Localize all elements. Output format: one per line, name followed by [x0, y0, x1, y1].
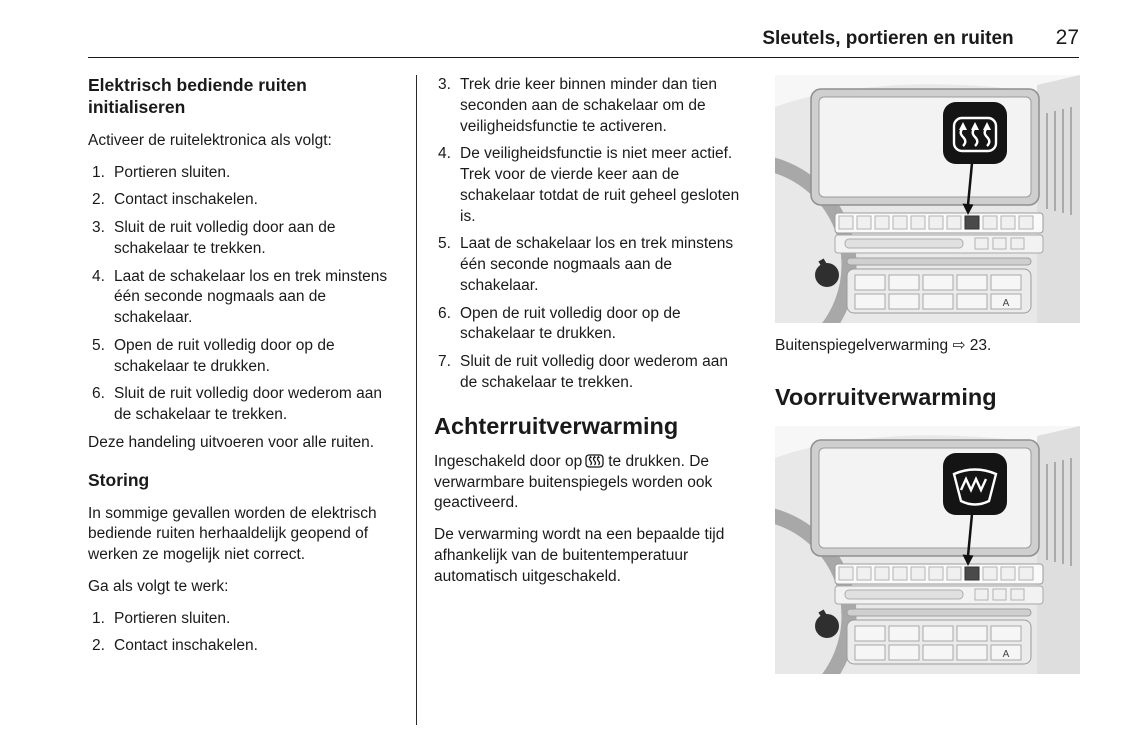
list-item — [88, 218, 403, 260]
step-number: 5. — [92, 336, 105, 354]
step-text: Sluit de ruit volledig door aan de schakelaar te trekken. — [114, 219, 336, 257]
text-before-icon: Ingeschakeld door op — [434, 452, 583, 470]
step-number: 4. — [92, 267, 105, 285]
step-text: Sluit de ruit volledig door wederom aan de schakelaar te trekken. — [114, 385, 382, 424]
list-item — [434, 304, 745, 346]
figure-rear-window-heating — [775, 75, 1080, 323]
step-number: 7. — [438, 353, 451, 371]
dashboard-illustration-rear — [775, 75, 1080, 323]
step-number: 1. — [92, 163, 105, 181]
step-text: Laat de schakelaar los en trek minstens één seconde nogmaals aan de schakelaar. — [114, 267, 388, 327]
note-paragraph: Deze handeling uitvoeren voor alle ruiten. — [88, 433, 375, 451]
steps-list-1 — [88, 163, 403, 426]
column-3 — [775, 75, 1080, 725]
header-rule — [88, 57, 1079, 58]
column-1 — [88, 75, 403, 725]
intro-paragraph: Activeer de ruitelektronica als volgt: — [88, 131, 332, 149]
step-number: 1. — [92, 609, 105, 627]
list-item — [434, 75, 745, 137]
dashboard-illustration-windshield — [775, 426, 1080, 674]
step-text: Open de ruit volledig door op de schakelaar te drukken. — [114, 336, 335, 375]
step-number: 2. — [92, 637, 105, 655]
step-number: 4. — [438, 145, 451, 163]
step-text: Trek drie keer binnen minder dan tien seconden aan de schakelaar om de veiligheidsfunctie te activeren. — [460, 76, 718, 135]
step-number: 2. — [92, 191, 105, 209]
steps-list-continued — [434, 75, 745, 394]
page-number: 27 — [1055, 26, 1079, 49]
step-text: Laat de schakelaar los en trek minstens één seconde nogmaals aan de schakelaar. — [460, 235, 734, 294]
list-item — [88, 163, 403, 184]
step-text: De veiligheidsfunctie is niet meer actief. Trek voor de vierde keer aan de schakelaar totdat de ruit geheel gesloten is. — [460, 145, 740, 225]
steps-list-2 — [88, 609, 403, 658]
content-columns — [88, 75, 1080, 725]
heading-init-windows: Elektrisch bediende ruiten initialiseren — [88, 75, 307, 117]
figure-windshield-heating — [775, 426, 1080, 674]
list-item — [88, 636, 403, 657]
paragraph-with-icon — [434, 452, 745, 514]
page-header — [0, 0, 1123, 50]
step-number: 3. — [438, 76, 451, 93]
step-text: Contact inschakelen. — [114, 191, 258, 209]
heading-windshield-heating: Voorruitverwarming — [775, 383, 997, 410]
step-number: 6. — [92, 385, 105, 403]
column-2 — [416, 75, 745, 725]
list-item — [88, 384, 403, 426]
list-item — [88, 336, 403, 378]
list-item — [88, 190, 403, 211]
step-text: Portieren sluiten. — [114, 163, 231, 181]
step-number: 3. — [92, 219, 105, 237]
text-after-icon: te drukken. De verwarmbare buitenspiegels worden ook geactiveerd. — [434, 452, 713, 512]
rear-window-defrost-icon — [585, 452, 605, 468]
paragraph: In sommige gevallen worden de elektrisch bediende ruiten herhaaldelijk geopend of werken ze mogelijk niet correct. — [88, 504, 377, 564]
list-item — [434, 144, 745, 227]
list-item — [434, 352, 745, 394]
paragraph: Ga als volgt te werk: — [88, 577, 229, 595]
paragraph: De verwarming wordt na een bepaalde tijd afhankelijk van de buitentemperatuur automatisch uitgeschakeld. — [434, 526, 725, 585]
step-number: 6. — [438, 304, 451, 322]
list-item — [434, 234, 745, 296]
step-text: Sluit de ruit volledig door wederom aan de schakelaar te trekken. — [460, 353, 728, 391]
step-number: 5. — [438, 235, 451, 253]
list-item — [88, 609, 403, 630]
mirror-heating-reference: Buitenspiegelverwarming ⇨ 23. — [775, 337, 992, 354]
heading-storing: Storing — [88, 469, 150, 490]
list-item — [88, 267, 403, 329]
chapter-title: Sleutels, portieren en ruiten — [762, 28, 1014, 49]
step-text: Contact inschakelen. — [114, 637, 258, 655]
step-text: Open de ruit volledig door op de schakelaar te drukken. — [460, 304, 681, 343]
heading-rear-window-heating: Achterruitverwarming — [434, 412, 679, 439]
step-text: Portieren sluiten. — [114, 609, 231, 627]
